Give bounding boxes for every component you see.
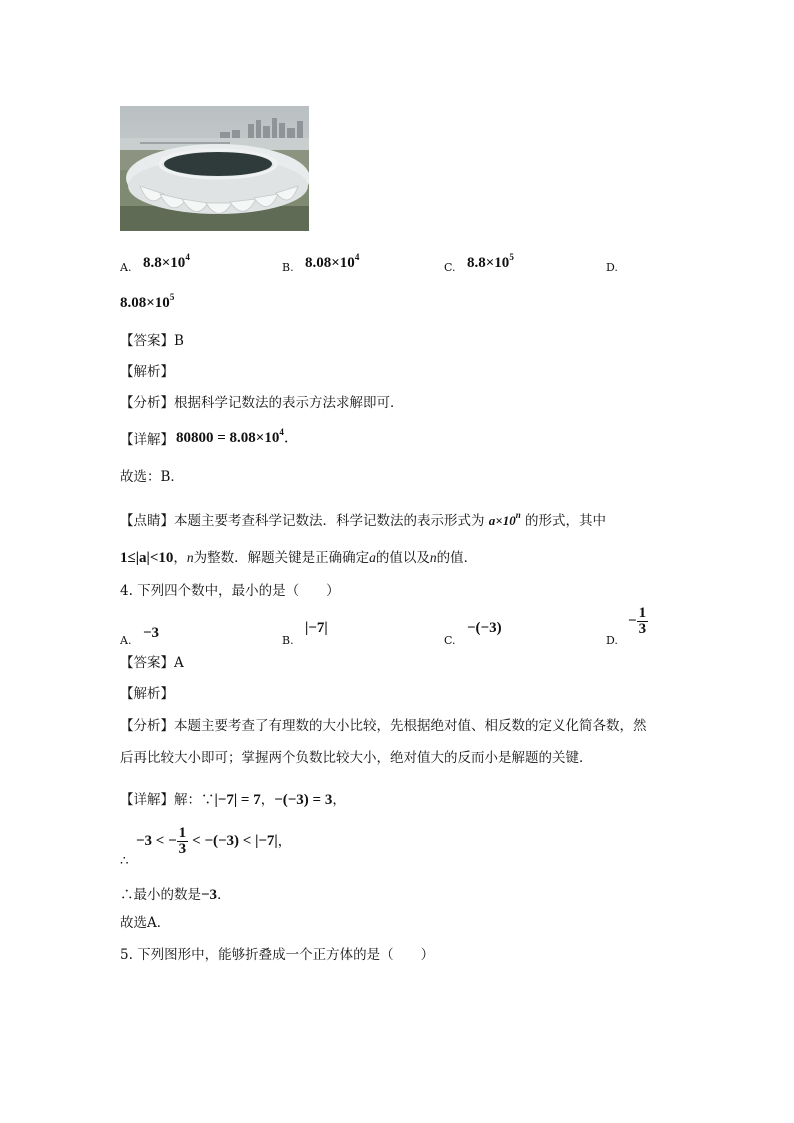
condition-text: 的值． <box>436 550 478 566</box>
q4-option-a <box>120 631 131 650</box>
answer-line: 【答案】B <box>120 333 184 349</box>
option-label: D. <box>606 634 618 647</box>
detail-math-1: |−7| = 7 <box>214 792 261 808</box>
fraction-denominator: 3 <box>178 841 187 857</box>
therefore-symbol: ∴ <box>120 853 129 869</box>
option-math: 8.08×10 <box>120 295 170 311</box>
detail-math <box>176 426 299 447</box>
key-point-line <box>120 506 606 530</box>
condition-text: 的值以及 <box>375 550 430 566</box>
comma: ， <box>260 792 275 808</box>
option-label: D. <box>606 261 618 274</box>
option-b <box>282 258 294 277</box>
chain-right: < −(−3) < |−7| <box>192 833 278 849</box>
period: ． <box>283 430 299 446</box>
q4-option-b <box>282 631 294 650</box>
inequality-chain <box>136 826 291 857</box>
comma: ， <box>173 550 187 566</box>
key-point-text: 【点睛】本题主要考查科学记数法．科学记数法的表示形式为 <box>120 513 485 529</box>
option-label: B. <box>282 261 294 274</box>
option-a-value <box>143 252 190 272</box>
key-point-text-end: 的形式，其中 <box>525 513 607 529</box>
q4-answer: 【答案】A <box>120 655 184 671</box>
q4-analysis-heading: 【解析】 <box>120 686 174 702</box>
option-label: A. <box>120 634 132 647</box>
detail-tag: 【详解】解：∵ <box>120 792 215 808</box>
exponent: 4 <box>279 427 284 437</box>
option-c-value <box>467 252 514 272</box>
fraction <box>177 826 189 857</box>
stadium-illustration <box>120 106 309 231</box>
fraction <box>637 606 649 637</box>
question-4: 4. 下列四个数中，最小的是（ ） <box>120 583 340 599</box>
detail-tag: 【详解】 <box>120 432 174 448</box>
q4-option-d-value <box>628 606 648 637</box>
detail-math-2: −(−3) = 3 <box>274 792 333 808</box>
q4-fenxi-2: 后再比较大小即可；掌握两个负数比较大小，绝对值大的反而小是解题的关键． <box>120 750 593 766</box>
fraction-numerator: 1 <box>178 825 187 841</box>
key-point-math: $a\times 10^n$ <box>488 510 521 528</box>
min-value: −3 <box>201 887 218 903</box>
option-c <box>444 258 456 277</box>
variable-a: a <box>369 550 376 565</box>
variable-n: n <box>186 550 194 565</box>
condition-line <box>120 549 477 567</box>
minus-sign: − <box>628 613 637 629</box>
comma: ， <box>277 833 292 850</box>
option-label: C. <box>444 634 456 647</box>
q4-option-c <box>444 631 456 650</box>
comma: ， <box>332 792 346 808</box>
option-math: 8.08×10 <box>305 255 355 271</box>
option-b-value <box>305 252 359 272</box>
stadium-photo <box>120 106 309 231</box>
detail-line <box>120 431 174 449</box>
condition-math: 1≤|a|<10 <box>120 550 174 566</box>
exponent: 4 <box>354 252 360 262</box>
analysis-heading: 【解析】 <box>120 364 174 380</box>
conclusion-line: 故选：B． <box>120 469 184 485</box>
q4-conclusion: 故选A． <box>120 915 171 931</box>
q4-option-d <box>606 631 618 650</box>
q4-fenxi-1: 【分析】本题主要考查了有理数的大小比较，先根据绝对值、相反数的定义化简各数，然 <box>120 718 647 734</box>
option-d <box>606 258 618 277</box>
q4-option-b-value: |−7| <box>305 620 328 636</box>
option-math: 8.8×10 <box>143 255 186 271</box>
exponent: 4 <box>185 252 190 262</box>
q4-min-line <box>120 886 231 904</box>
option-a <box>120 258 131 277</box>
condition-text: 为整数．解题关键是正确确定 <box>193 550 370 566</box>
option-label: C. <box>444 261 456 274</box>
option-label: B. <box>282 634 294 647</box>
chain-left: −3 < − <box>136 833 177 849</box>
detail-equation: 80800 = 8.08×10 <box>176 430 280 446</box>
fraction-denominator: 3 <box>638 621 647 637</box>
option-d-value <box>120 292 174 312</box>
min-text: ∴最小的数是 <box>120 887 201 903</box>
q4-option-a-value: −3 <box>143 625 160 641</box>
exponent: 5 <box>509 252 514 262</box>
q4-option-c-value: −(−3) <box>467 620 502 636</box>
variable-n: n <box>429 550 437 565</box>
option-math: 8.8×10 <box>467 255 510 271</box>
question-5: 5. 下列图形中，能够折叠成一个正方体的是（ ） <box>120 947 435 963</box>
analysis-fenxi: 【分析】根据科学记数法的表示方法求解即可． <box>120 395 404 411</box>
period: ． <box>217 887 231 903</box>
option-label: A. <box>120 261 132 274</box>
fraction-numerator: 1 <box>638 605 647 621</box>
q4-detail-line <box>120 791 346 809</box>
exponent: 5 <box>169 292 175 302</box>
